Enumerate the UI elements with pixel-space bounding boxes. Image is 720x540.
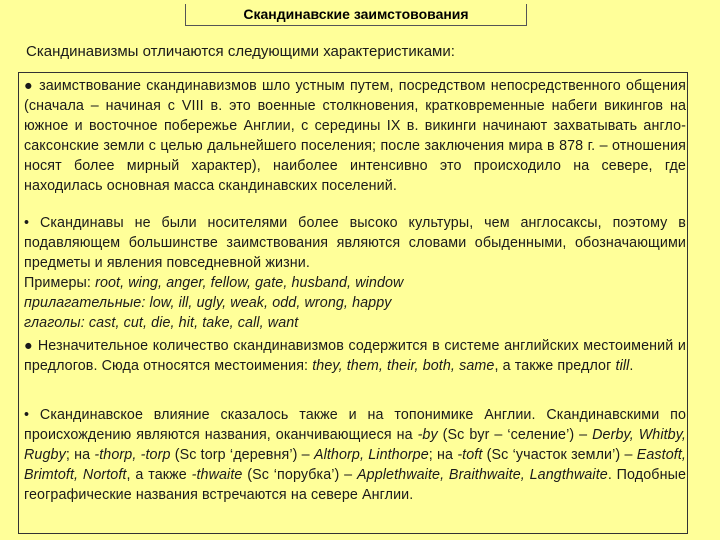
suffix-by: -by xyxy=(417,426,438,443)
bullet-icon: ● xyxy=(24,78,34,94)
text-segment: Незначительное количество скандинавизмов содержится в системе английских местоимений и предлогов. Сюда относятся местоимения: xyxy=(24,338,686,374)
adjectives-label: прилагательные: xyxy=(24,294,150,311)
paragraph-pronouns xyxy=(24,337,686,377)
verbs-words: cast, cut, die, hit, take, call, want xyxy=(88,314,299,331)
place-names-toft: Eastoft, Brimtoft, Nortoft xyxy=(24,446,686,483)
pronoun-list: they, them, their, both, same xyxy=(312,357,495,374)
paragraph-toponymy xyxy=(24,406,686,506)
text-segment: . Подобные географические названия встречаются на севере Англии. xyxy=(24,466,686,503)
text-segment: , а также предлог xyxy=(494,357,616,374)
suffix-toft: -toft xyxy=(457,446,483,463)
text-segment: , а также xyxy=(126,466,192,483)
paragraph-oral-borrowing xyxy=(24,77,686,196)
text-segment: (Sc ‘участок земли’) – xyxy=(482,446,637,463)
text-segment: ; на xyxy=(428,446,458,463)
suffix-thorp: -thorp, -torp xyxy=(94,446,171,463)
text-segment: (Sc byr – ‘селение’) – xyxy=(437,426,593,443)
paragraph-everyday-words xyxy=(24,214,686,333)
suffix-thwaite: -thwaite xyxy=(191,466,243,483)
bullet-icon: ● xyxy=(24,338,34,354)
examples-label: Примеры: xyxy=(24,274,96,291)
preposition-word: till xyxy=(615,357,630,374)
examples-verbs xyxy=(24,314,686,334)
paragraph-text: заимствование скандинавизмов шло устным путем, посредством непосредственного общения (сначала – начиная с VIII в. это военные столкновения, кратковременные набеги викингов на южное и восточное побережье Англии, с середины IX в. викинги начинают захватывать англо-саксонские земли с целью дальнейшего поселения; после заключения мира в 878 г. – отношения носят более мирный характер), наиболее интенсивно это происходило на севере, где находилась основная масса скандинавских поселений. xyxy=(24,78,686,194)
verbs-label: глаголы: xyxy=(24,314,89,331)
text-segment: • Скандинавское влияние сказалось также и на топонимике Англии. Скандинавскими по происхождению являются названия, оканчивающиеся на xyxy=(24,407,686,443)
intro-text: Скандинавизмы отличаются следующими характеристиками: xyxy=(26,43,455,60)
text-segment: ; на xyxy=(65,446,95,463)
text-segment: . xyxy=(629,357,634,374)
examples-adjectives xyxy=(24,294,686,314)
text-segment: (Sc torp ‘деревня’) – xyxy=(170,446,314,463)
paragraph-text: • Скандинавы не были носителями более высоко культуры, чем англосаксы, поэтому в подавляющем большинстве заимствования являются словами обыденными, обозначающими предметы и явления повседневной жизни. xyxy=(24,215,686,271)
examples-nouns xyxy=(24,274,686,294)
content-box xyxy=(18,72,688,534)
place-names-thorp: Althorp, Linthorpe xyxy=(313,446,429,463)
text-segment: (Sc ‘порубка’) – xyxy=(242,466,358,483)
examples-words: root, wing, anger, fellow, gate, husband, window xyxy=(95,274,404,291)
slide-title: Скандинавские заимстовования xyxy=(185,4,527,26)
place-names-thwaite: Applethwaite, Braithwaite, Langthwaite xyxy=(357,466,608,483)
place-names-by: Derby, Whitby, Rugby xyxy=(24,426,686,463)
adjectives-words: low, ill, ugly, weak, odd, wrong, happy xyxy=(149,294,392,311)
